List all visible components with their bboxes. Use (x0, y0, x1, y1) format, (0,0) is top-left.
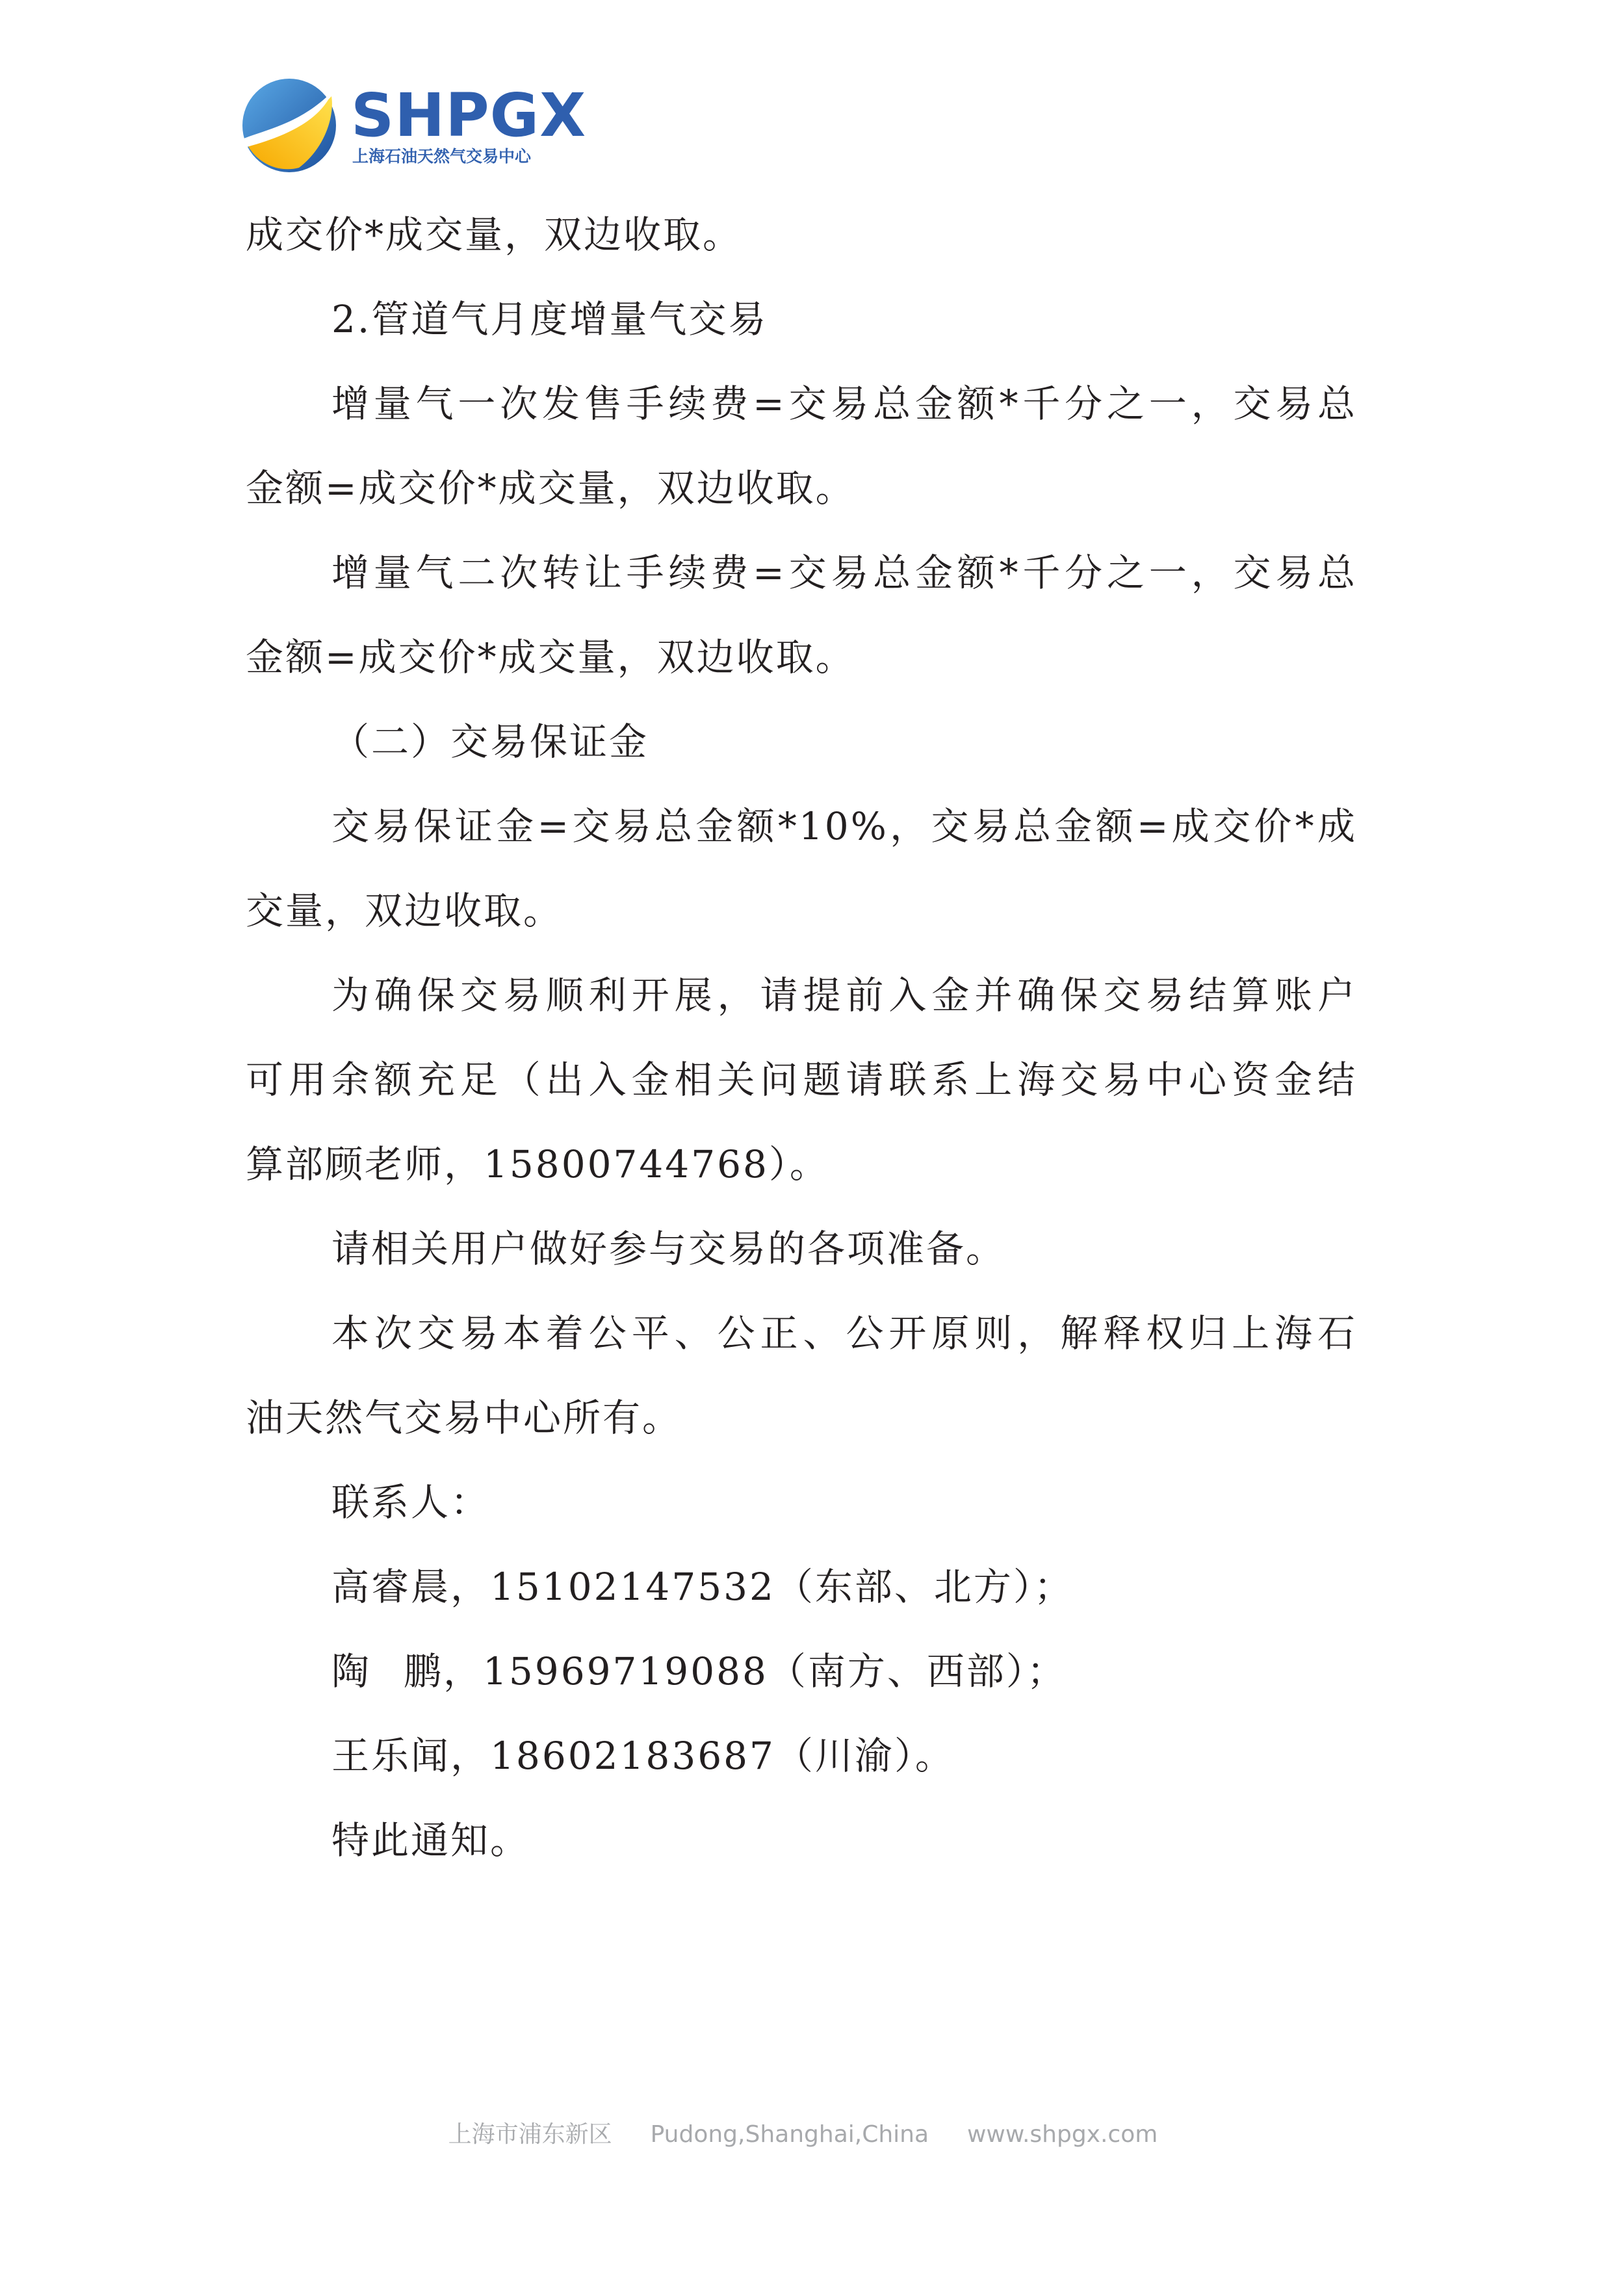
body-line: 算部顾老师，15800744768）。 (246, 1142, 829, 1186)
page-footer (0, 2120, 1606, 2149)
footer-location: Pudong,Shanghai,China (650, 2121, 929, 2148)
contact-detail: ，15102147532（东部、北方）； (450, 1565, 1074, 1609)
section-heading: 2.管道气月度增量气交易 (331, 297, 768, 341)
contacts-label: 联系人： (331, 1480, 491, 1524)
notice-body (246, 192, 1357, 1883)
body-line: 增量气二次转让手续费=交易总金额*千分之一，交易总 (331, 551, 1357, 595)
contact-name (331, 1629, 443, 1714)
logo-globe-icon (240, 77, 338, 174)
body-line: 交量，双边收取。 (246, 889, 563, 933)
contact-detail: ，18602183687（川渝）。 (450, 1734, 955, 1778)
contact-name-first: 陶 (331, 1649, 372, 1693)
logo-subtitle: 上海石油天然气交易中心 (352, 147, 532, 166)
body-line: 增量气一次发售手续费=交易总金额*千分之一，交易总 (331, 382, 1357, 426)
body-line: 金额=成交价*成交量，双边收取。 (246, 635, 855, 679)
body-line: 为确保交易顺利开展，请提前入金并确保交易结算账户 (331, 973, 1357, 1017)
logo-name: SHPGX (351, 81, 587, 150)
body-line: 本次交易本着公平、公正、公开原则，解释权归上海石 (331, 1311, 1357, 1355)
body-line: 交易保证金=交易总金额*10%，交易总金额=成交价*成 (331, 804, 1357, 848)
contact-row (246, 1545, 1357, 1629)
contact-detail: ，15969719088（南方、西部）； (443, 1649, 1067, 1693)
body-line: 成交价*成交量，双边收取。 (246, 213, 743, 257)
contact-name-last: 鹏 (403, 1649, 443, 1693)
contact-name: 王乐闻 (331, 1734, 451, 1778)
footer-website: www.shpgx.com (966, 2121, 1158, 2148)
body-line: 金额=成交价*成交量，双边收取。 (246, 466, 855, 510)
contact-row (246, 1714, 1357, 1798)
footer-address: 上海市浦东新区 (448, 2121, 612, 2148)
closing-text: 特此通知。 (331, 1818, 530, 1862)
contact-name: 高睿晨 (331, 1565, 451, 1609)
shpgx-logo (240, 77, 587, 181)
body-line: 可用余额充足（出入金相关问题请联系上海交易中心资金结 (246, 1058, 1357, 1102)
body-line: 油天然气交易中心所有。 (246, 1396, 682, 1440)
section-heading: （二）交易保证金 (331, 720, 649, 764)
body-line: 请相关用户做好参与交易的各项准备。 (331, 1227, 1006, 1271)
contact-row (246, 1629, 1357, 1714)
